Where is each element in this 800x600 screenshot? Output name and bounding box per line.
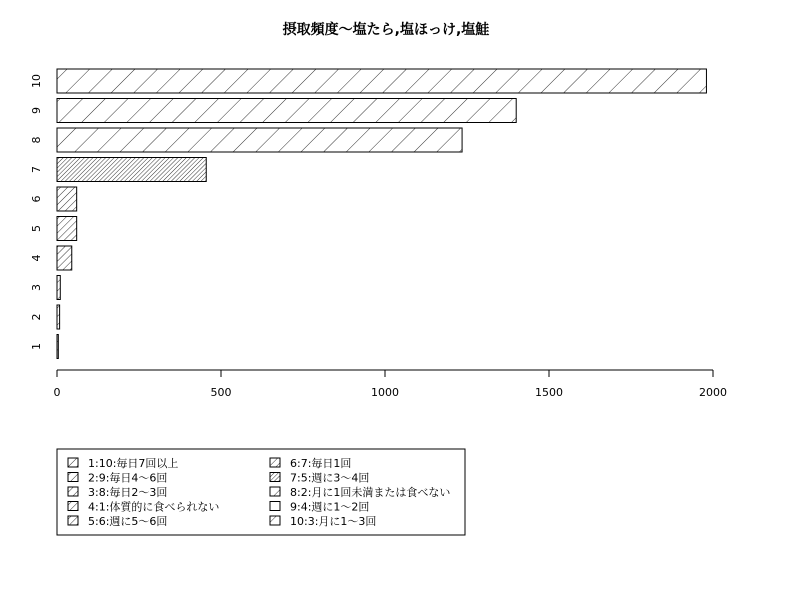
legend-swatch-2 <box>68 473 78 482</box>
legend-label-2: 2:9:毎日4〜6回 <box>88 471 168 485</box>
legend-label-8: 8:2:月に1回未満または食べない <box>290 486 451 499</box>
x-axis <box>54 370 728 399</box>
y-tick-label-8: 8 <box>30 136 43 144</box>
bar-4 <box>57 246 72 270</box>
y-tick-label-5: 5 <box>30 225 43 232</box>
legend-swatch-10 <box>270 516 280 525</box>
legend-swatch-3 <box>68 487 78 496</box>
legend-swatch-5 <box>68 516 78 525</box>
x-tick-label-1500: 1500 <box>535 386 563 399</box>
y-axis-tick-labels <box>30 74 43 350</box>
bar-2 <box>57 305 60 329</box>
bar-10 <box>57 69 706 93</box>
bar-8 <box>57 128 462 152</box>
y-tick-label-10: 10 <box>30 74 43 88</box>
legend-label-9: 9:4:週に1〜2回 <box>290 500 370 514</box>
legend-label-10: 10:3:月に1〜3回 <box>290 515 377 528</box>
y-tick-label-6: 6 <box>30 195 43 203</box>
y-tick-label-2: 2 <box>30 313 43 321</box>
legend-label-6: 6:7:毎日1回 <box>290 457 352 470</box>
legend <box>57 449 465 535</box>
legend-swatch-7 <box>270 473 280 482</box>
legend-swatch-9 <box>270 502 280 511</box>
legend-label-4: 4:1:体質的に食べられない <box>88 500 220 514</box>
y-tick-label-1: 1 <box>30 343 43 350</box>
legend-label-1: 1:10:毎日7回以上 <box>88 457 179 470</box>
legend-swatch-8 <box>270 487 280 496</box>
legend-swatch-6 <box>270 458 280 467</box>
legend-swatch-1 <box>68 458 78 467</box>
x-tick-label-500: 500 <box>210 386 232 399</box>
legend-label-7: 7:5:週に3〜4回 <box>290 471 370 485</box>
y-tick-label-4: 4 <box>30 254 43 262</box>
bar-6 <box>57 187 77 211</box>
bar-5 <box>57 217 77 241</box>
y-tick-label-7: 7 <box>30 166 43 173</box>
legend-label-5: 5:6:週に5〜6回 <box>88 515 168 528</box>
bar-9 <box>57 99 516 123</box>
x-tick-label-0: 0 <box>53 386 61 399</box>
y-tick-label-3: 3 <box>30 284 43 291</box>
x-tick-label-1000: 1000 <box>371 386 399 399</box>
bars-layer <box>57 69 706 359</box>
bar-1 <box>57 335 58 359</box>
x-tick-label-2000: 2000 <box>699 386 727 399</box>
chart-title: 摂取頻度〜塩たら,塩ほっけ,塩鮭 <box>282 22 490 38</box>
legend-swatch-4 <box>68 502 78 511</box>
legend-label-3: 3:8:毎日2〜3回 <box>88 486 168 499</box>
bar-7 <box>57 158 206 182</box>
y-tick-label-9: 9 <box>30 107 43 114</box>
bar-3 <box>57 276 60 300</box>
